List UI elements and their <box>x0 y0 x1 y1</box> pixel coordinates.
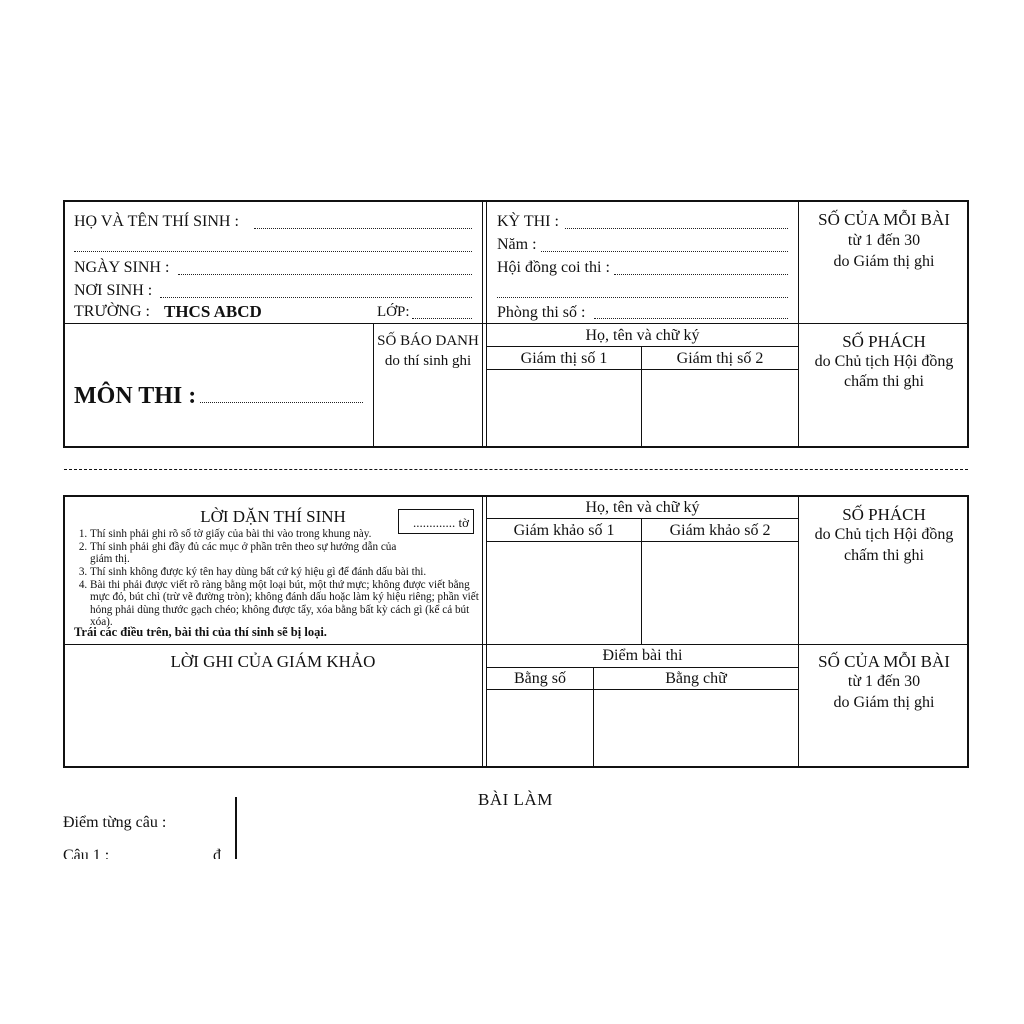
birthplace-field[interactable] <box>160 297 472 298</box>
candidate-number-title: SỐ BÁO DANH <box>377 333 479 349</box>
rule-item: 2. Thí sinh phải ghi đầy đủ các mục ở phần trên theo sự hướng dẫn của giám thị. <box>90 541 420 565</box>
score-words-box[interactable] <box>595 691 797 767</box>
room-field[interactable] <box>594 318 788 319</box>
divider <box>486 541 798 542</box>
question-1-label: Câu 1 : <box>63 847 110 859</box>
paper-number-note-lower: do Giám thị ghi <box>833 694 935 711</box>
divider <box>63 644 969 645</box>
proctor-1-label: Giám thị số 1 <box>520 350 608 367</box>
divider <box>798 200 799 448</box>
examiner-sign-title: Họ, tên và chữ ký <box>585 499 700 516</box>
code-title-lower: SỐ PHÁCH <box>842 505 926 524</box>
paper-number-title: SỐ CỦA MỖI BÀI <box>818 210 950 229</box>
divider <box>486 200 487 448</box>
paper-number-note: do Giám thị ghi <box>833 253 935 270</box>
subject-label: MÔN THI : <box>74 383 197 409</box>
year-label: Năm : <box>497 236 537 253</box>
subject-field[interactable] <box>200 402 363 403</box>
dob-field[interactable] <box>178 274 472 275</box>
paper-number-range-lower: từ 1 đến 30 <box>847 673 921 690</box>
class-field[interactable] <box>412 318 472 319</box>
score-digits-label: Bằng số <box>514 670 566 687</box>
dob-label: NGÀY SINH : <box>74 259 170 276</box>
code-note-lower-line2: chấm thi ghi <box>844 547 924 564</box>
code-note-lower-line1: do Chủ tịch Hội đồng <box>814 526 954 543</box>
council-label: Hội đồng coi thi : <box>497 259 610 276</box>
class-label: LỚP: <box>377 304 410 320</box>
exam-label: KỲ THI : <box>497 213 559 230</box>
divider <box>486 346 798 347</box>
examiner-2-signature-box[interactable] <box>643 543 797 643</box>
paper-number-title-lower: SỐ CỦA MỖI BÀI <box>818 652 950 671</box>
proctor-2-signature-box[interactable] <box>643 371 797 447</box>
examiner-notes-area[interactable] <box>66 672 480 766</box>
point-unit: đ <box>213 847 221 859</box>
divider <box>486 689 798 690</box>
cut-line <box>64 469 968 470</box>
examiner-1-signature-box[interactable] <box>488 543 640 643</box>
code-title: SỐ PHÁCH <box>842 332 926 351</box>
score-digits-box[interactable] <box>488 691 592 767</box>
proctor-sign-title: Họ, tên và chữ ký <box>585 327 700 344</box>
examiner-notes-title: LỜI GHI CỦA GIÁM KHẢO <box>170 652 376 671</box>
question-1-row <box>0 840 1024 859</box>
divider <box>482 200 483 448</box>
sheet-count-label: ............. tờ <box>413 515 469 530</box>
exam-field[interactable] <box>565 228 788 229</box>
student-name-field-line2[interactable] <box>74 251 472 252</box>
student-name-label: HỌ VÀ TÊN THÍ SINH : <box>74 213 239 230</box>
score-title: Điểm bài thi <box>602 647 683 664</box>
answer-title: BÀI LÀM <box>478 790 553 809</box>
divider <box>63 323 969 324</box>
per-question-label: Điểm từng câu : <box>63 814 167 831</box>
divider <box>486 667 798 668</box>
rules-list <box>74 528 479 629</box>
proctor-1-signature-box[interactable] <box>488 371 640 447</box>
school-label: TRƯỜNG : <box>74 303 150 320</box>
code-note-line2: chấm thi ghi <box>844 373 924 390</box>
paper-number-range: từ 1 đến 30 <box>847 232 921 249</box>
candidate-number-note: do thí sinh ghi <box>384 353 472 369</box>
examiner-2-label: Giám khảo số 2 <box>669 522 771 539</box>
divider <box>486 518 798 519</box>
code-note-line1: do Chủ tịch Hội đồng <box>814 353 954 370</box>
rule-item: 1. Thí sinh phải ghi rõ số tờ giấy của bài thi vào trong khung này. <box>90 528 400 540</box>
warning-text: Trái các điều trên, bài thi của thí sinh sẽ bị loại. <box>74 625 327 639</box>
school-value: THCS ABCD <box>164 302 262 321</box>
examiner-1-label: Giám khảo số 1 <box>513 522 615 539</box>
rule-item: 4. Bài thi phải được viết rõ ràng bằng một loại bút, một thứ mực; không được viết bằng mực đỏ, bút chì (trừ vẽ đường tròn); không đánh dấu hoặc làm ký hiệu riêng; phần viết hỏng phải dùng thước gạch chéo; không được tẩy, xóa bằng bất kỳ cách gì (kể cả bút xóa). <box>90 579 479 627</box>
divider <box>486 369 798 370</box>
room-label: Phòng thi số : <box>497 304 586 321</box>
council-field-line2[interactable] <box>497 297 788 298</box>
score-words-label: Bằng chữ <box>665 670 727 687</box>
proctor-2-label: Giám thị số 2 <box>676 350 764 367</box>
year-field[interactable] <box>541 251 788 252</box>
birthplace-label: NƠI SINH : <box>74 282 153 299</box>
instructions-title: LỜI DẶN THÍ SINH <box>200 507 346 526</box>
student-name-field[interactable] <box>254 228 472 229</box>
rule-item: 3. Thí sinh không được ký tên hay dùng bất cứ ký hiệu gì để đánh dấu bài thi. <box>90 566 479 578</box>
divider <box>482 495 483 768</box>
divider <box>798 495 799 768</box>
council-field[interactable] <box>614 274 788 275</box>
